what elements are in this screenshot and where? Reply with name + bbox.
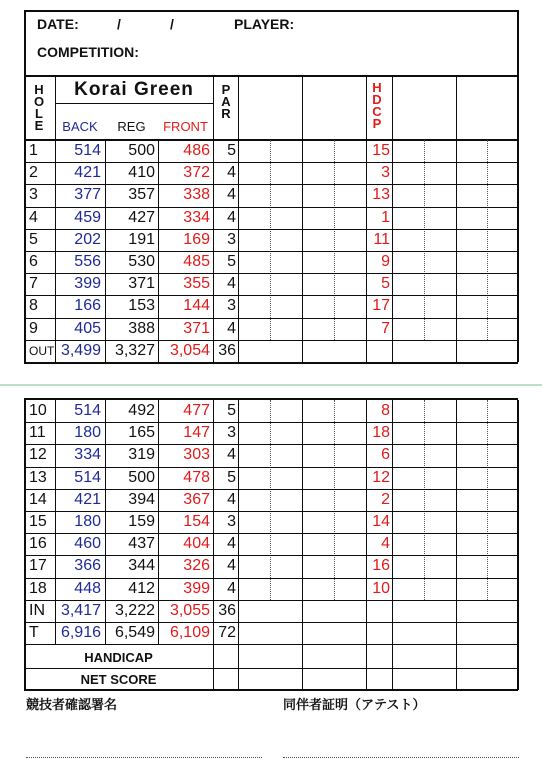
back-yardage: 3,499 [60, 341, 101, 359]
grid-line [213, 644, 214, 690]
player-score-cell[interactable] [302, 422, 366, 444]
player-score-cell[interactable] [238, 340, 302, 362]
par-value: 4 [227, 490, 236, 508]
row-divider [24, 668, 518, 669]
hole-number: 1 [29, 142, 38, 159]
regular-yardage: 371 [128, 275, 155, 293]
player-score-cell[interactable] [302, 273, 366, 295]
regular-yardage: 3,222 [114, 601, 155, 619]
front-yardage: 6,109 [169, 624, 210, 641]
back-yardage: 405 [74, 319, 101, 337]
player-score-cell[interactable] [238, 422, 302, 444]
player-score-cell[interactable] [456, 555, 518, 577]
player-score-cell[interactable] [302, 444, 366, 466]
back-yardage: 514 [74, 402, 101, 419]
par-value: 5 [227, 253, 236, 270]
net-score-label: NET SCORE [80, 672, 157, 687]
player-score-cell[interactable] [392, 555, 456, 577]
player-score-cell[interactable] [302, 162, 366, 184]
player-score-cell[interactable] [456, 318, 518, 340]
player-score-cell[interactable] [238, 184, 302, 206]
front-tee-header: FRONT [163, 119, 208, 134]
front-yardage: 3,055 [169, 601, 210, 619]
back-yardage: 3,417 [60, 601, 101, 619]
front-yardage: 154 [183, 513, 210, 530]
player-score-cell[interactable] [456, 184, 518, 206]
back-yardage: 334 [74, 446, 101, 464]
grid-line [238, 644, 239, 690]
grid-line [392, 76, 393, 140]
par-value: 4 [227, 446, 236, 464]
player-score-cell[interactable] [392, 511, 456, 533]
hole-number: 12 [29, 446, 47, 464]
player-score-cell[interactable] [456, 140, 518, 162]
player-label: PLAYER: [234, 16, 295, 32]
player-score-cell[interactable] [238, 622, 302, 644]
hdcp-value: 3 [381, 164, 390, 182]
par-header: P A R [221, 82, 231, 121]
regular-yardage: 357 [128, 186, 155, 204]
par-value: 5 [227, 142, 236, 159]
player-score-cell[interactable] [238, 400, 302, 422]
player-score-cell[interactable] [302, 578, 366, 600]
regular-yardage: 492 [128, 402, 155, 419]
par-value: 4 [227, 557, 236, 575]
player-score-cell[interactable] [238, 251, 302, 273]
grid-line [213, 76, 214, 140]
back-yardage: 514 [74, 468, 101, 486]
player-score-cell[interactable] [392, 533, 456, 555]
grid-line [302, 644, 303, 690]
hole-number: 18 [29, 579, 47, 597]
hole-number: 16 [29, 535, 47, 553]
par-value: 4 [227, 579, 236, 597]
player-score-cell[interactable] [238, 578, 302, 600]
hdcp-value: 11 [373, 230, 390, 248]
back-yardage: 448 [74, 579, 101, 597]
player-score-cell[interactable] [302, 140, 366, 162]
player-score-cell[interactable] [456, 489, 518, 511]
player-score-cell[interactable] [302, 511, 366, 533]
par-value: 3 [227, 513, 236, 530]
par-value: 36 [218, 341, 236, 359]
date-label: DATE: [37, 16, 79, 32]
player-score-cell[interactable] [302, 489, 366, 511]
table-border-left [24, 76, 26, 140]
grid-line [392, 644, 393, 690]
header-border-right [517, 10, 519, 76]
regular-yardage: 153 [128, 297, 155, 315]
back-yardage: 166 [74, 297, 101, 315]
par-value: 3 [227, 297, 236, 315]
header-border-top [24, 10, 518, 12]
player-score-cell[interactable] [456, 578, 518, 600]
player-score-cell[interactable] [302, 184, 366, 206]
hole-number: 9 [29, 319, 38, 337]
hdcp-header: H D C P [372, 80, 382, 131]
date-separator: / [170, 16, 174, 32]
regular-yardage: 6,549 [114, 624, 155, 641]
regular-yardage: 500 [128, 142, 155, 159]
player-score-cell[interactable] [392, 229, 456, 251]
hdcp-value: 5 [381, 275, 390, 293]
par-value: 5 [227, 468, 236, 486]
grid-line [302, 76, 303, 140]
hole-number: 17 [29, 557, 47, 575]
regular-yardage: 412 [128, 579, 155, 597]
player-score-cell[interactable] [392, 444, 456, 466]
hole-number: 6 [29, 253, 38, 270]
front-yardage: 303 [183, 446, 210, 464]
front-yardage: 169 [183, 230, 210, 248]
player-score-cell[interactable] [302, 207, 366, 229]
hole-number: IN [29, 601, 45, 619]
player-score-cell[interactable] [392, 622, 456, 644]
front-yardage: 144 [183, 297, 210, 315]
back-yardage: 202 [74, 230, 101, 248]
player-score-cell[interactable] [302, 295, 366, 317]
hdcp-value: 17 [372, 297, 390, 315]
front-yardage: 486 [183, 142, 210, 159]
par-value: 72 [218, 624, 236, 641]
hdcp-value: 13 [372, 186, 390, 204]
player-score-cell[interactable] [238, 162, 302, 184]
hdcp-value: 16 [372, 557, 390, 575]
hdcp-value: 12 [372, 468, 390, 486]
par-value: 3 [227, 424, 236, 442]
grid-line [456, 76, 457, 140]
back-yardage: 514 [74, 142, 101, 159]
player-score-cell[interactable] [238, 318, 302, 340]
regular-yardage: 394 [128, 490, 155, 508]
front-yardage: 326 [183, 557, 210, 575]
hole-number: 3 [29, 186, 38, 204]
regular-yardage: 159 [128, 513, 155, 530]
player-score-cell[interactable] [456, 622, 518, 644]
front-yardage: 147 [183, 424, 210, 442]
hdcp-value: 4 [381, 535, 390, 553]
player-score-cell[interactable] [238, 489, 302, 511]
front-yardage: 338 [183, 186, 210, 204]
front-yardage: 372 [183, 164, 210, 182]
back-yardage: 377 [74, 186, 101, 204]
par-value: 3 [227, 230, 236, 248]
header-border-left [24, 10, 26, 76]
back-tee-header: BACK [62, 119, 98, 134]
front-yardage: 367 [183, 490, 210, 508]
regular-yardage: 427 [128, 208, 155, 226]
regular-yardage: 388 [128, 319, 155, 337]
hole-header: H O L E [33, 82, 45, 133]
par-value: 4 [227, 275, 236, 293]
player-score-cell[interactable] [302, 340, 366, 362]
back-yardage: 460 [74, 535, 101, 553]
handicap-label: HANDICAP [84, 650, 153, 665]
player-score-cell[interactable] [392, 251, 456, 273]
player-score-cell[interactable] [456, 295, 518, 317]
player-score-cell[interactable] [238, 533, 302, 555]
hole-number: 14 [29, 490, 47, 508]
hole-number: 11 [29, 424, 46, 442]
attest-label: 同伴者証明（アテスト） [283, 697, 426, 712]
player-score-cell[interactable] [302, 533, 366, 555]
player-score-cell[interactable] [238, 444, 302, 466]
player-score-cell[interactable] [238, 207, 302, 229]
player-score-cell[interactable] [392, 318, 456, 340]
back-yardage: 421 [74, 164, 101, 182]
player-score-cell[interactable] [456, 162, 518, 184]
back-yardage: 459 [74, 208, 101, 226]
hdcp-value: 9 [381, 253, 390, 270]
par-value: 36 [218, 601, 236, 619]
regular-yardage: 410 [128, 164, 155, 182]
player-score-cell[interactable] [238, 295, 302, 317]
player-score-cell[interactable] [392, 207, 456, 229]
player-score-cell[interactable] [238, 229, 302, 251]
regular-yardage: 500 [128, 468, 155, 486]
player-score-cell[interactable] [302, 622, 366, 644]
player-score-cell[interactable] [238, 140, 302, 162]
hole-number: 4 [29, 208, 38, 226]
player-score-cell[interactable] [238, 273, 302, 295]
signature-line[interactable] [26, 757, 262, 758]
regular-yardage: 437 [128, 535, 155, 553]
back-yardage: 399 [74, 275, 101, 293]
hdcp-value: 15 [372, 142, 390, 159]
table-border-right [517, 76, 519, 140]
player-score-cell[interactable] [302, 467, 366, 489]
player-score-cell[interactable] [238, 467, 302, 489]
table-bottom-border [24, 689, 518, 691]
player-score-cell[interactable] [392, 295, 456, 317]
hdcp-value: 14 [372, 513, 390, 530]
player-score-cell[interactable] [302, 251, 366, 273]
player-score-cell[interactable] [456, 340, 518, 362]
regular-tee-header: REG [117, 119, 146, 134]
front-yardage: 485 [183, 253, 210, 270]
hole-number: 7 [29, 275, 38, 293]
front-yardage: 478 [183, 468, 210, 486]
par-value: 4 [227, 186, 236, 204]
grid-line [366, 76, 367, 140]
player-score-cell[interactable] [456, 273, 518, 295]
par-value: 4 [227, 208, 236, 226]
course-name: Korai Green [74, 79, 194, 100]
player-score-cell[interactable] [392, 489, 456, 511]
player-score-cell[interactable] [456, 207, 518, 229]
player-score-cell[interactable] [302, 318, 366, 340]
player-score-cell[interactable] [392, 400, 456, 422]
regular-yardage: 530 [128, 253, 155, 270]
player-score-cell[interactable] [392, 600, 456, 622]
hdcp-value: 1 [381, 208, 390, 226]
regular-yardage: 319 [128, 446, 155, 464]
player-score-cell[interactable] [238, 600, 302, 622]
player-score-cell[interactable] [456, 600, 518, 622]
regular-yardage: 344 [128, 557, 155, 575]
hole-number: 15 [29, 513, 47, 530]
front-yardage: 3,054 [169, 341, 210, 359]
perforation-line [0, 384, 542, 386]
par-value: 4 [227, 319, 236, 337]
back-yardage: 556 [74, 253, 101, 270]
player-score-cell[interactable] [456, 467, 518, 489]
hole-number: T [29, 624, 39, 641]
grid-line [366, 644, 367, 690]
front-yardage: 355 [183, 275, 210, 293]
back-yardage: 180 [74, 513, 101, 530]
hdcp-value: 7 [381, 319, 390, 337]
player-score-cell[interactable] [238, 511, 302, 533]
par-value: 5 [227, 402, 236, 419]
grid-line [238, 76, 239, 140]
regular-yardage: 191 [128, 230, 155, 248]
hdcp-value: 10 [372, 579, 390, 597]
player-score-cell[interactable] [302, 229, 366, 251]
hole-number: 8 [29, 297, 38, 315]
back-yardage: 366 [74, 557, 101, 575]
player-score-cell[interactable] [238, 555, 302, 577]
hole-number: 10 [29, 402, 47, 419]
player-score-cell[interactable] [302, 400, 366, 422]
hdcp-value: 6 [381, 446, 390, 464]
signature-label: 競技者確認署名 [26, 697, 118, 712]
player-score-cell[interactable] [456, 444, 518, 466]
hole-number: OUT [29, 343, 55, 358]
player-score-cell[interactable] [302, 555, 366, 577]
grid-line [456, 644, 457, 690]
player-score-cell[interactable] [456, 533, 518, 555]
regular-yardage: 3,327 [114, 341, 155, 359]
hole-number: 13 [29, 468, 47, 486]
hole-number: 5 [29, 230, 38, 248]
back-yardage: 6,916 [60, 624, 101, 641]
hdcp-value: 18 [372, 424, 390, 442]
player-score-cell[interactable] [456, 511, 518, 533]
player-score-cell[interactable] [456, 400, 518, 422]
hole-number: 2 [29, 164, 38, 182]
player-score-cell[interactable] [392, 467, 456, 489]
date-separator: / [117, 16, 121, 32]
hdcp-value: 8 [381, 402, 390, 419]
table-border-right [517, 644, 519, 690]
player-score-cell[interactable] [456, 229, 518, 251]
player-score-cell[interactable] [392, 578, 456, 600]
front-yardage: 477 [183, 402, 210, 419]
attest-line[interactable] [283, 757, 519, 758]
hdcp-value: 2 [381, 490, 390, 508]
front-yardage: 334 [183, 208, 210, 226]
player-score-cell[interactable] [392, 140, 456, 162]
player-score-cell[interactable] [456, 251, 518, 273]
par-value: 4 [227, 535, 236, 553]
table-bottom-border [24, 362, 518, 364]
player-score-cell[interactable] [392, 340, 456, 362]
back-yardage: 421 [74, 490, 101, 508]
player-score-cell[interactable] [302, 600, 366, 622]
player-score-cell[interactable] [392, 162, 456, 184]
back-yardage: 180 [74, 424, 101, 442]
front-yardage: 399 [183, 579, 210, 597]
par-value: 4 [227, 164, 236, 182]
player-score-cell[interactable] [456, 422, 518, 444]
course-name-divider [55, 103, 213, 104]
front-yardage: 371 [183, 319, 210, 337]
competition-label: COMPETITION: [37, 44, 139, 60]
player-score-cell[interactable] [392, 422, 456, 444]
front-yardage: 404 [183, 535, 210, 553]
header-divider [24, 75, 518, 77]
regular-yardage: 165 [128, 424, 155, 442]
player-score-cell[interactable] [392, 184, 456, 206]
player-score-cell[interactable] [392, 273, 456, 295]
